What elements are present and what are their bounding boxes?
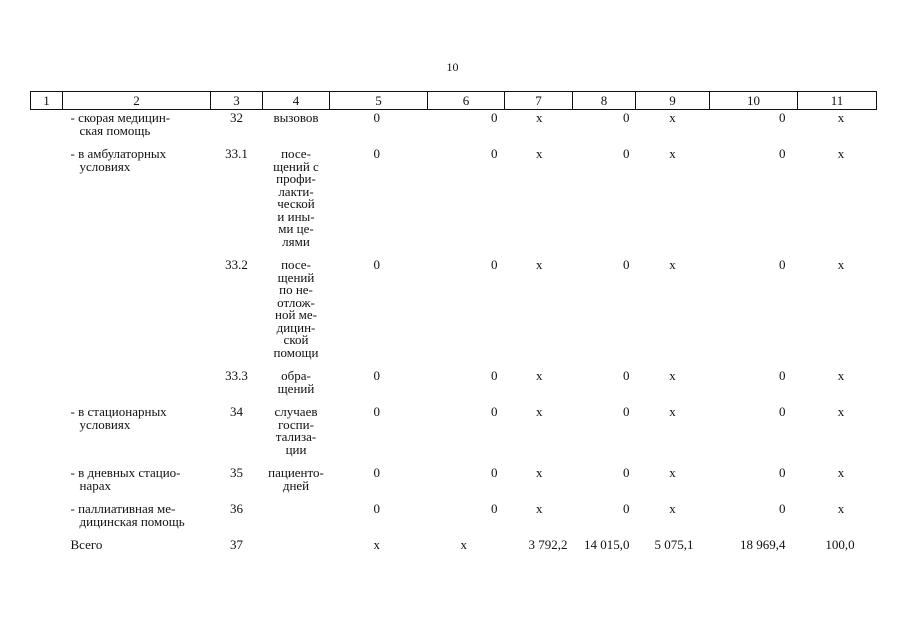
row-blank-cell <box>31 257 63 368</box>
row-col10: 0 <box>779 146 786 161</box>
row-col7: х <box>536 465 543 480</box>
row-col5: 0 <box>373 110 380 125</box>
row-col11: х <box>837 146 845 161</box>
row-name-line2: условиях <box>79 158 131 174</box>
row-unit <box>263 501 330 537</box>
total-col9: 5 075,1 <box>654 537 694 552</box>
row-name <box>63 257 211 368</box>
row-name <box>63 368 211 404</box>
row-name-line2: условиях <box>79 416 131 432</box>
total-col7: 3 792,2 <box>528 537 568 552</box>
row-number: 33.3 <box>225 368 248 383</box>
row-col11: х <box>837 368 845 383</box>
row-col11: х <box>837 465 845 480</box>
row-col10: 0 <box>779 404 786 419</box>
row-blank-cell <box>31 465 63 501</box>
row-blank-cell <box>31 110 63 147</box>
row-col7: х <box>536 146 543 161</box>
row-col6: 0 <box>491 501 498 516</box>
row-col8: 0 <box>623 501 630 516</box>
row-number: 32 <box>230 110 243 125</box>
row-col9: х <box>669 110 676 125</box>
row-col11: х <box>837 257 845 272</box>
header-cell: 5 <box>330 92 428 110</box>
row-col8: 0 <box>623 404 630 419</box>
row-number: 33.2 <box>225 257 248 272</box>
header-cell: 4 <box>263 92 330 110</box>
row-col6: 0 <box>491 368 498 383</box>
table-row <box>31 368 877 404</box>
row-unit: обра- щений <box>277 368 315 396</box>
row-col9: х <box>669 465 676 480</box>
row-col5: 0 <box>373 404 380 419</box>
row-unit: вызовов <box>273 110 319 125</box>
row-name-line2: ская помощь <box>79 122 151 138</box>
table-row <box>31 501 877 537</box>
row-col7: х <box>536 257 543 272</box>
row-col10: 0 <box>779 368 786 383</box>
row-col10: 0 <box>779 110 786 125</box>
row-col5: 0 <box>373 501 380 516</box>
total-col6: х <box>460 537 467 552</box>
row-unit: пациенто- дней <box>268 465 324 493</box>
total-col11: 100,0 <box>825 537 855 552</box>
data-table <box>30 91 877 561</box>
row-col6: 0 <box>491 257 498 272</box>
row-col8: 0 <box>623 465 630 480</box>
table-row <box>31 146 877 257</box>
total-col5: х <box>373 537 380 552</box>
row-col10: 0 <box>779 465 786 480</box>
row-blank-cell <box>31 501 63 537</box>
row-number: 33.1 <box>225 146 248 161</box>
row-col11: х <box>837 501 845 516</box>
row-col8: 0 <box>623 257 630 272</box>
row-col5: 0 <box>373 465 380 480</box>
row-name-line1: - в дневных стацио- <box>70 465 181 480</box>
table-row <box>31 404 877 465</box>
row-col6: 0 <box>491 404 498 419</box>
row-col5: 0 <box>373 368 380 383</box>
row-col8: 0 <box>623 146 630 161</box>
row-number: 35 <box>230 465 243 480</box>
row-unit: посе- щений по не- отлож- ной ме- дицин- ской помощи <box>273 257 319 360</box>
row-col6: 0 <box>491 465 498 480</box>
header-cell: 1 <box>31 92 63 110</box>
total-unit <box>263 537 330 561</box>
row-blank-cell <box>31 146 63 257</box>
row-name-line2: нарах <box>79 477 111 493</box>
row-col9: х <box>669 257 676 272</box>
row-col5: 0 <box>373 257 380 272</box>
row-col9: х <box>669 501 676 516</box>
row-name <box>63 110 211 147</box>
row-col8: 0 <box>623 368 630 383</box>
row-unit: посе- щений с профи- лакти- ческой и ины- ми це- лями <box>273 146 319 249</box>
header-cell: 6 <box>428 92 505 110</box>
row-col7: х <box>536 368 543 383</box>
row-col6: 0 <box>491 146 498 161</box>
row-col7: х <box>536 110 543 125</box>
row-blank-cell <box>31 537 63 561</box>
table-row <box>31 110 877 147</box>
row-col10: 0 <box>779 501 786 516</box>
header-cell: 7 <box>505 92 573 110</box>
row-name-line1: - в амбулаторных <box>70 146 167 161</box>
total-col10: 18 969,4 <box>740 537 786 552</box>
row-col9: х <box>669 404 676 419</box>
total-number: 37 <box>230 537 243 552</box>
row-col5: 0 <box>373 146 380 161</box>
row-name <box>63 465 211 501</box>
row-number: 36 <box>230 501 243 516</box>
total-label: Всего <box>70 537 103 552</box>
header-cell: 10 <box>710 92 798 110</box>
row-col7: х <box>536 501 543 516</box>
row-col9: х <box>669 146 676 161</box>
row-blank-cell <box>31 368 63 404</box>
header-cell: 9 <box>636 92 710 110</box>
header-cell: 8 <box>573 92 636 110</box>
row-col10: 0 <box>779 257 786 272</box>
header-cell: 3 <box>211 92 263 110</box>
row-number: 34 <box>230 404 243 419</box>
row-col6: 0 <box>491 110 498 125</box>
header-cell: 2 <box>63 92 211 110</box>
row-name-line1: - в стационарных <box>70 404 167 419</box>
table-row <box>31 465 877 501</box>
row-name-line2: дицинская помощь <box>79 513 185 529</box>
row-col8: 0 <box>623 110 630 125</box>
row-name <box>63 501 211 537</box>
row-name-line1: - скорая медицин- <box>70 110 171 125</box>
table-row <box>31 257 877 368</box>
total-col8: 14 015,0 <box>584 537 630 552</box>
row-name <box>63 146 211 257</box>
page-number: 10 <box>446 60 459 74</box>
row-col7: х <box>536 404 543 419</box>
row-col9: х <box>669 368 676 383</box>
header-cell: 11 <box>798 92 877 110</box>
row-col11: х <box>837 110 845 125</box>
row-name-line1: - паллиативная ме- <box>70 501 176 516</box>
row-blank-cell <box>31 404 63 465</box>
row-unit: случаев госпи- тализа- ции <box>274 404 318 457</box>
row-col11: х <box>837 404 845 419</box>
row-name <box>63 404 211 465</box>
total-row <box>31 537 877 561</box>
column-number-header <box>31 92 877 110</box>
